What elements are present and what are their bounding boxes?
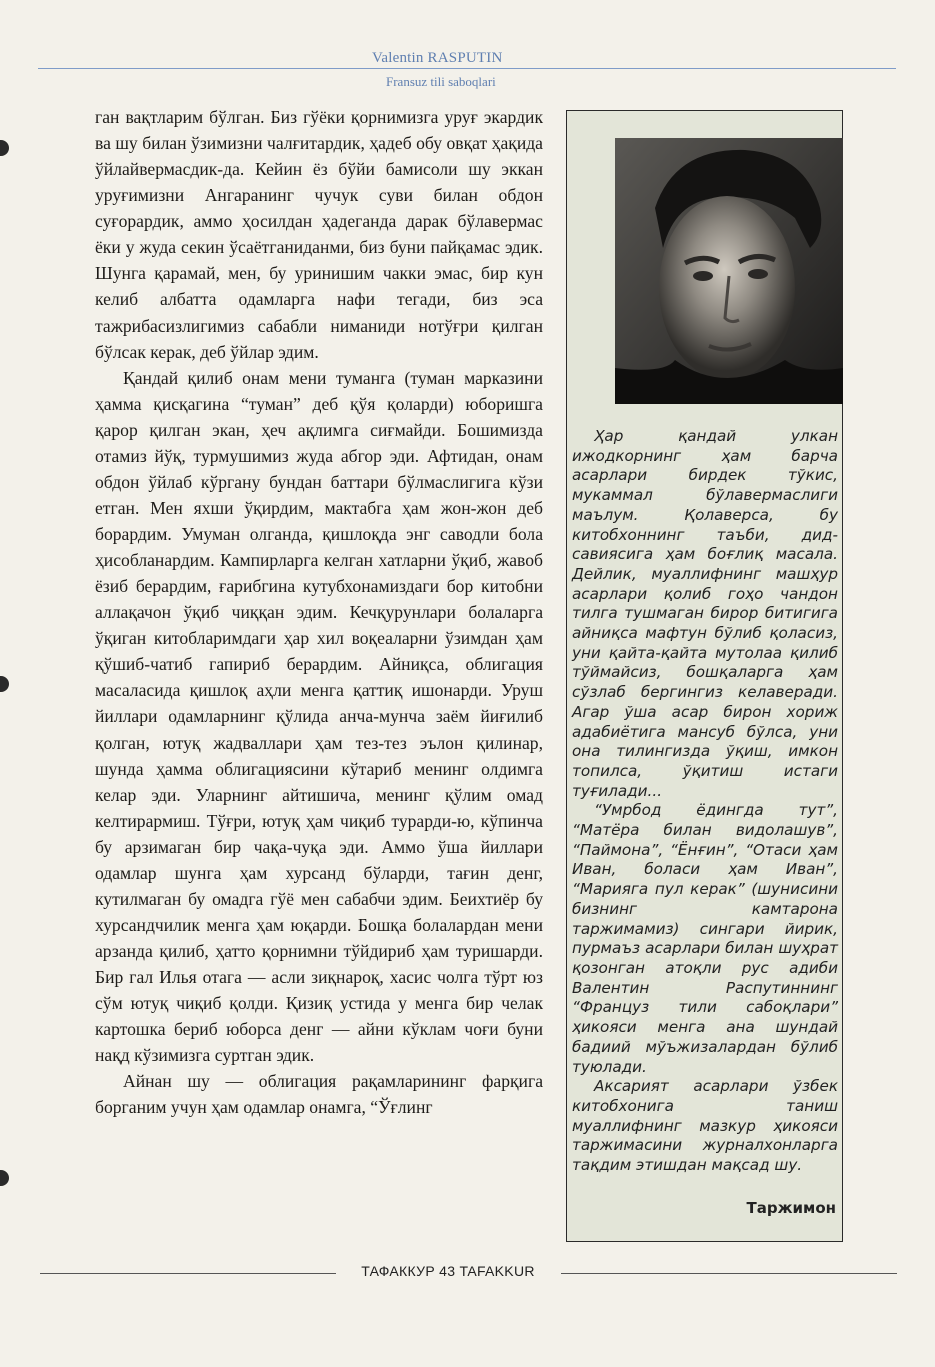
note-paragraph: Ҳар қандай улкан ижодкорнинг ҳам барча асарлари бирдек тўкис, мукаммал бўлавермаслиги маълум. Қолаверса, бу китобхоннинг таъби, дид-савиясига ҳам боғлиқ масала. Дейлик, муаллифнинг машҳур асарлари қолиб гоҳо чандон тилга тушмаган бирор битигига айниқса мафтун бўлиб қоласиз, уни қайта-қайта мутолаа қилиб тўймайсиз, бошқаларга ҳам сўзлаб бергингиз келаверади. Агар ўша асар бирон хориж адабиётига мансуб бўлса, уни она тилингизда ўқиш, имкон топилса, ўқитиш истаги туғилади... xyxy=(572,427,838,800)
translator-note-text xyxy=(572,427,838,1176)
note-paragraph: Аксарият асарлари ўзбек китобхонига таниш муаллифнинг мазкур ҳикояси таржимасини журналхонларга тақдим этишдан мақсад шу. xyxy=(572,1077,838,1175)
page-header xyxy=(0,48,935,98)
running-header-title: Fransuz tili saboqlari xyxy=(386,74,496,89)
binder-hole xyxy=(0,676,9,692)
binder-hole xyxy=(0,1170,9,1186)
page-footer xyxy=(0,1262,935,1282)
paragraph: Қандай қилиб онам мени туманга (туман марказини ҳамма қисқагина “туман” деб қўя қоларди) юборишга қарор қилган экан, ҳеч ақлимга сиғмайди. Бошимизда отамиз йўқ, турмушимиз жуда абгор эди. Афтидан, онам обдон ўйлаб кўргану бундан баттари бўлмаслигига кўзи етган. Мен яхши ўқирдим, мактабга ҳам жон-жон деб борардим. Умуман олганда, қишлоқда энг саводли бола ҳисобланардим. Кампирларга келган хатларни ўқиб, жавоб ёзиб берардим, ғарибгина кутубхонамиздаги бор китобни аллақачон ўқиб чиққан эдим. Кечқурунлари болаларга ўқиган китобларимдаги ҳар хил воқеаларни ўзимдан ҳам қўшиб-чатиб гапириб берардим. Айниқса, облигация масаласида қишлоқ аҳли менга қаттиқ ишонарди. Уруш йиллари одамларнинг қўлида анча-мунча заём йиғилиб қолган, ютуқ жадваллари ҳам тез-тез эълон қилинар, шунда ҳамма облигациясини кўтариб менинг олдимга келар эди. Уларнинг айтишича, менинг қўлим омад келтирармиш. Тўғри, ютуқ ҳам чиқиб турарди-ю, кўпинча бу арзимаган бир чақа-чуқа эди. Аммо ўша йиллари одамлар шунга ҳам хурсанд бўларди, тағин денг, кутилмаган бу омадга гўё мен сабабчи эдим. Беихтиёр бу хурсандчилик менга ҳам юқарди. Бошқа болалардан мени арзанда қилиб, ҳатто қорнимни тўйдириб ҳам туришарди. Бир гал Илья отага — асли зиқнароқ, хасис чолга тўрт юз сўм ютуқ чиқиб қолди. Қизиқ устида у менга бир челак картошка бериб юборса денг — айни кўклам чоғи буни нақд кўзимизга суртган эдик. xyxy=(95,367,543,1066)
main-text-column xyxy=(95,104,543,1120)
footer-divider-left xyxy=(40,1273,336,1274)
note-paragraph: “Умрбод ёдингда тут”, “Матёра билан видолашув”, “Паймона”, “Ёнғин”, “Отаси ҳам Иван, боласи ҳам Иван”, “Марияга пул керак” (шунисини бизнинг камтарона таржимамиз) сингари йирик, пурмаъз асарлари билан шуҳрат қозонган атоқли рус адиби Валентин Распутиннинг “Француз тили сабоқлари” ҳикояси менга ана шундай бадиий мўъжизалардан бўлиб туюлади. xyxy=(572,801,838,1076)
paragraph: ган вақтларим бўлган. Биз гўёки қорнимизга уруғ экардик ва шу билан ўзимизни чалғитардик, ҳадеб обу овқат ҳақида ўйлайвермасдик-да. Кейин ёз бўйи бамисоли шу эккан уруғимизни Ангаранинг чучук суви билан обдон суғорардик, аммо ҳосилдан ҳадеганда дарак бўлавермас ёки у жуда секин ўсаётганиданми, биз буни пайқамас эдик. Шунга қарамай, мен, бу уринишим чакки эмас, бир кун келиб албатта одамларга нафи тегади, биз эса тажрибасизлигимиз сабабли ниманиди нотўғри қилган бўлсак керак, деб ўйлар эдим. xyxy=(95,107,543,362)
footer-magazine-page-number: ТАФАККУР 43 TAFAKKUR xyxy=(361,1263,535,1279)
header-divider xyxy=(38,68,896,69)
footer-divider-right xyxy=(561,1273,897,1274)
translator-signature: Таржимон xyxy=(746,1199,836,1217)
running-header-author: Valentin RASPUTIN xyxy=(372,50,503,66)
author-portrait-photo xyxy=(615,138,843,404)
binder-hole xyxy=(0,140,9,156)
paragraph: Айнан шу — облигация рақамларининг фарқига борганим учун ҳам одамлар онамга, “Ўғлинг xyxy=(95,1071,543,1118)
